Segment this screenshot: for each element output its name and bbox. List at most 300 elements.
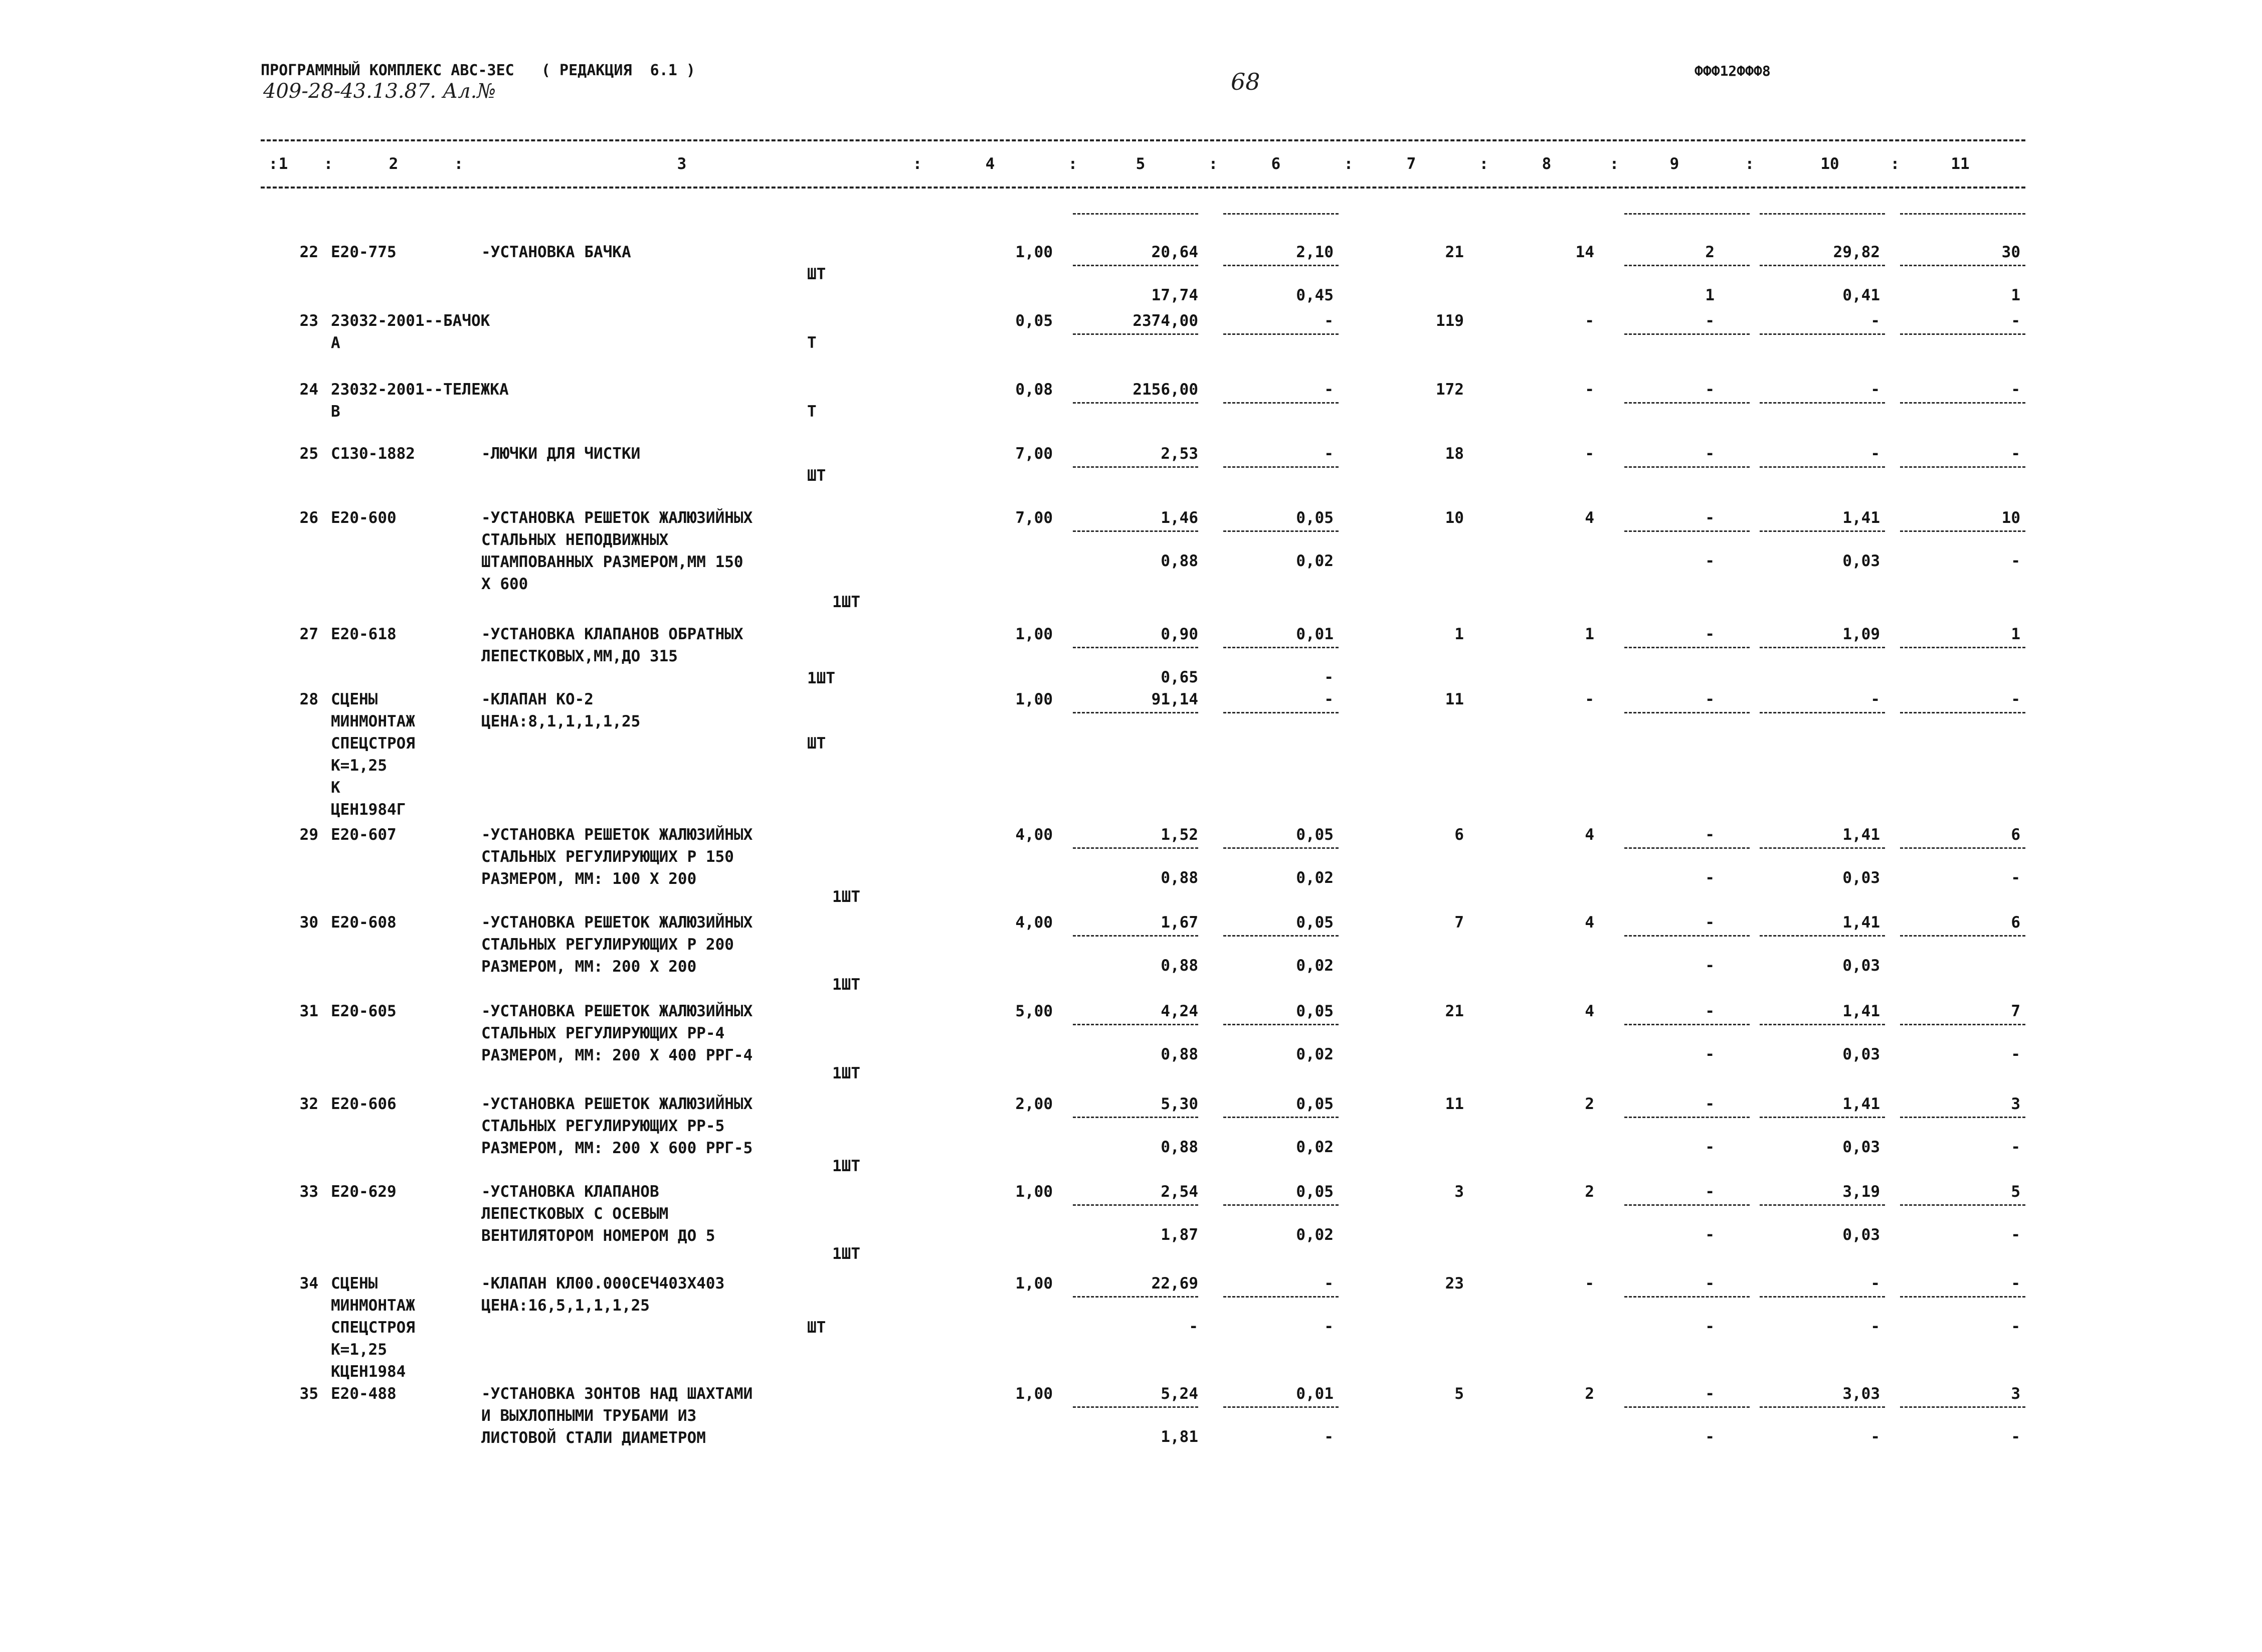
unit-cost-machine-wages: -	[1324, 1428, 1334, 1446]
machines-total: -	[1705, 312, 1715, 330]
cell-divider	[1073, 530, 1198, 532]
labor-machinists-total: -	[2011, 552, 2020, 570]
machines-wages: -	[1705, 1428, 1715, 1446]
cell-divider	[1624, 1117, 1750, 1118]
row-number: 25	[299, 445, 318, 463]
price-code: Е20-605	[331, 1002, 397, 1020]
work-description: -УСТАНОВКА КЛАПАНОВ	[481, 1183, 659, 1201]
cell-divider	[1900, 712, 2025, 713]
cell-divider	[1223, 1117, 1339, 1118]
cell-divider	[1624, 466, 1750, 468]
unit-cost-total: 1,46	[1161, 509, 1198, 527]
wages-total: -	[1585, 690, 1594, 708]
cell-divider	[1073, 1024, 1198, 1025]
labor-unit: 3,03	[1842, 1385, 1880, 1403]
unit-of-measure: ШТ	[807, 1319, 826, 1337]
cell-divider	[1624, 213, 1750, 215]
work-description: ЛЕПЕСТКОВЫХ С ОСЕВЫМ	[481, 1205, 669, 1223]
cell-divider	[1760, 213, 1885, 215]
cell-divider	[1624, 265, 1750, 266]
cell-divider	[1900, 1117, 2025, 1118]
quantity: 1,00	[1015, 243, 1053, 261]
column-separator: :	[912, 155, 922, 173]
price-code: СПЕЦСТРОЯ	[331, 1319, 415, 1337]
cell-divider	[1223, 213, 1339, 215]
price-code: 23032-2001--БАЧОК	[331, 312, 490, 330]
wages-total: 2	[1585, 1183, 1594, 1201]
unit-cost-wages: 0,05	[1296, 1002, 1334, 1020]
row-number: 22	[299, 243, 318, 261]
total-cost: 23	[1445, 1274, 1464, 1293]
row-number: 29	[299, 826, 318, 844]
quantity: 5,00	[1015, 1002, 1053, 1020]
column-separator: :	[323, 155, 333, 173]
cell-divider	[1760, 712, 1885, 713]
unit-cost-total: 4,24	[1161, 1002, 1198, 1020]
work-description: ЛИСТОВОЙ СТАЛИ ДИАМЕТРОМ	[481, 1429, 706, 1447]
labor-unit: -	[1870, 381, 1880, 399]
unit-of-measure: ШТ	[807, 265, 826, 283]
row-number: 30	[299, 913, 318, 932]
cell-divider	[1760, 466, 1885, 468]
labor-total: 3	[2011, 1385, 2020, 1403]
cell-divider	[1624, 333, 1750, 335]
cell-divider	[1073, 935, 1198, 937]
unit-cost-total: 2374,00	[1133, 312, 1198, 330]
column-separator: :	[1609, 155, 1619, 173]
labor-total: 3	[2011, 1095, 2020, 1113]
document-code: ФФФ12ФФФ8	[1694, 63, 1771, 79]
labor-total: 5	[2011, 1183, 2020, 1201]
header-rule-top	[261, 139, 2025, 141]
price-code: А	[331, 334, 340, 352]
price-code: Е20-606	[331, 1095, 397, 1113]
cell-divider	[1760, 1406, 1885, 1408]
cell-divider	[1073, 647, 1198, 648]
unit-cost-machine-wages: 0,02	[1296, 1226, 1334, 1244]
quantity: 0,08	[1015, 381, 1053, 399]
unit-cost-machines: 1,87	[1161, 1226, 1198, 1244]
labor-unit: -	[1870, 690, 1880, 708]
labor-machinists-total: -	[2011, 1226, 2020, 1244]
machines-total: -	[1705, 1385, 1715, 1403]
unit-cost-machines: 1,81	[1161, 1428, 1198, 1446]
column-header-6: 6	[1271, 155, 1281, 173]
price-code: МИНМОНТАЖ	[331, 1297, 415, 1315]
labor-machinists-unit: 0,03	[1842, 869, 1880, 887]
cell-divider	[1624, 1204, 1750, 1206]
work-description: -УСТАНОВКА РЕШЕТОК ЖАЛЮЗИЙНЫХ	[481, 1095, 753, 1113]
cell-divider	[1073, 213, 1198, 215]
work-description: -УСТАНОВКА РЕШЕТОК ЖАЛЮЗИЙНЫХ	[481, 509, 753, 527]
labor-machinists-unit: 0,03	[1842, 1138, 1880, 1156]
cell-divider	[1760, 1117, 1885, 1118]
quantity: 1,00	[1015, 1385, 1053, 1403]
unit-cost-wages: 0,01	[1296, 1385, 1334, 1403]
labor-total: -	[2011, 690, 2020, 708]
cell-divider	[1760, 1296, 1885, 1298]
price-code: Е20-600	[331, 509, 397, 527]
row-number: 26	[299, 509, 318, 527]
quantity: 0,05	[1015, 312, 1053, 330]
price-code: К=1,25	[331, 757, 387, 775]
unit-cost-machine-wages: 0,02	[1296, 552, 1334, 570]
price-code: В	[331, 403, 340, 421]
cell-divider	[1760, 530, 1885, 532]
cell-divider	[1073, 1406, 1198, 1408]
column-separator: :	[454, 155, 464, 173]
total-cost: 10	[1445, 509, 1464, 527]
column-header-1: 1	[278, 155, 288, 173]
column-separator: :	[1208, 155, 1218, 173]
labor-unit: 1,41	[1842, 913, 1880, 932]
cell-divider	[1073, 265, 1198, 266]
price-code: СЦЕНЫ	[331, 1274, 378, 1293]
total-cost: 172	[1436, 381, 1464, 399]
labor-unit: 1,41	[1842, 509, 1880, 527]
cell-divider	[1223, 847, 1339, 849]
machines-wages: -	[1705, 1045, 1715, 1063]
cell-divider	[1223, 530, 1339, 532]
wages-total: 2	[1585, 1095, 1594, 1113]
labor-machinists-total: -	[2011, 1138, 2020, 1156]
cell-divider	[1760, 1024, 1885, 1025]
work-description: -КЛАПАН КЛ00.000СЕЧ403Х403	[481, 1274, 725, 1293]
machines-wages: -	[1705, 1318, 1715, 1336]
cell-divider	[1223, 1296, 1339, 1298]
cell-divider	[1073, 333, 1198, 335]
price-code: Е20-775	[331, 243, 397, 261]
labor-total: 10	[2001, 509, 2020, 527]
unit-cost-machine-wages: 0,02	[1296, 1138, 1334, 1156]
work-description: -ЛЮЧКИ ДЛЯ ЧИСТКИ	[481, 445, 641, 463]
unit-of-measure: 1ШТ	[832, 593, 860, 611]
labor-unit: -	[1870, 1274, 1880, 1293]
handwritten-reference: 409-28-43.13.87. Ал.№	[263, 80, 496, 103]
cell-divider	[1624, 847, 1750, 849]
unit-cost-wages: 2,10	[1296, 243, 1334, 261]
program-header: ПРОГРАММНЫЙ КОМПЛЕКС АВС-3ЕС ( РЕДАКЦИЯ 6.1 )	[261, 62, 695, 79]
column-header-10: 10	[1820, 155, 1839, 173]
unit-cost-machines: 0,88	[1161, 957, 1198, 975]
work-description: СТАЛЬНЫХ РЕГУЛИРУЮЩИХ Р 200	[481, 936, 734, 954]
unit-cost-machine-wages: -	[1324, 1318, 1334, 1336]
wages-total: -	[1585, 381, 1594, 399]
price-code: Е20-488	[331, 1385, 397, 1403]
row-number: 24	[299, 381, 318, 399]
unit-of-measure: 1ШТ	[832, 1157, 860, 1175]
cell-divider	[1624, 1024, 1750, 1025]
column-header-7: 7	[1406, 155, 1416, 173]
machines-total: -	[1705, 381, 1715, 399]
price-code: СПЕЦСТРОЯ	[331, 735, 415, 753]
machines-total: -	[1705, 1274, 1715, 1293]
labor-machinists-total: -	[2011, 1318, 2020, 1336]
unit-cost-machine-wages: -	[1324, 668, 1334, 686]
labor-machinists-unit: -	[1870, 1428, 1880, 1446]
column-header-4: 4	[985, 155, 995, 173]
unit-cost-total: 91,14	[1151, 690, 1198, 708]
total-cost: 21	[1445, 243, 1464, 261]
cell-divider	[1900, 265, 2025, 266]
machines-total: -	[1705, 625, 1715, 643]
price-code: Е20-618	[331, 625, 397, 643]
wages-total: 4	[1585, 1002, 1594, 1020]
labor-machinists-unit: 0,41	[1842, 286, 1880, 304]
labor-total: -	[2011, 381, 2020, 399]
machines-total: -	[1705, 509, 1715, 527]
work-description: -УСТАНОВКА КЛАПАНОВ ОБРАТНЫХ	[481, 625, 743, 643]
work-description: РАЗМЕРОМ, ММ: 200 Х 400 РРГ-4	[481, 1046, 753, 1064]
work-description: -УСТАНОВКА РЕШЕТОК ЖАЛЮЗИЙНЫХ	[481, 913, 753, 932]
quantity: 4,00	[1015, 913, 1053, 932]
cell-divider	[1073, 847, 1198, 849]
price-code: Е20-629	[331, 1183, 397, 1201]
wages-total: 14	[1575, 243, 1594, 261]
labor-machinists-total: -	[2011, 1428, 2020, 1446]
price-code: С130-1882	[331, 445, 415, 463]
wages-total: -	[1585, 1274, 1594, 1293]
unit-cost-wages: -	[1324, 690, 1334, 708]
total-cost: 21	[1445, 1002, 1464, 1020]
header-rule-bottom	[261, 187, 2025, 189]
unit-cost-total: 5,24	[1161, 1385, 1198, 1403]
price-code: СЦЕНЫ	[331, 690, 378, 708]
quantity: 1,00	[1015, 1274, 1053, 1293]
cell-divider	[1900, 333, 2025, 335]
cell-divider	[1760, 847, 1885, 849]
cell-divider	[1073, 466, 1198, 468]
machines-total: -	[1705, 690, 1715, 708]
cell-divider	[1900, 1024, 2025, 1025]
column-header-11: 11	[1951, 155, 1970, 173]
cell-divider	[1223, 402, 1339, 404]
labor-machinists-total: 1	[2011, 286, 2020, 304]
row-number: 34	[299, 1274, 318, 1293]
work-description: СТАЛЬНЫХ РЕГУЛИРУЮЩИХ Р 150	[481, 848, 734, 866]
unit-cost-total: 1,52	[1161, 826, 1198, 844]
total-cost: 5	[1454, 1385, 1464, 1403]
unit-cost-wages: -	[1324, 445, 1334, 463]
cell-divider	[1073, 1296, 1198, 1298]
work-description: ШТАМПОВАННЫХ РАЗМЕРОМ,ММ 150	[481, 553, 743, 571]
wages-total: 4	[1585, 826, 1594, 844]
labor-total: 7	[2011, 1002, 2020, 1020]
labor-total: -	[2011, 445, 2020, 463]
total-cost: 3	[1454, 1183, 1464, 1201]
cell-divider	[1760, 265, 1885, 266]
unit-cost-machine-wages: 0,02	[1296, 869, 1334, 887]
total-cost: 11	[1445, 690, 1464, 708]
unit-of-measure: Т	[807, 334, 817, 352]
cell-divider	[1223, 333, 1339, 335]
total-cost: 6	[1454, 826, 1464, 844]
unit-cost-total: 2,53	[1161, 445, 1198, 463]
cell-divider	[1073, 402, 1198, 404]
quantity: 1,00	[1015, 625, 1053, 643]
unit-cost-machine-wages: 0,02	[1296, 957, 1334, 975]
machines-total: -	[1705, 1183, 1715, 1201]
cell-divider	[1223, 647, 1339, 648]
row-number: 35	[299, 1385, 318, 1403]
cell-divider	[1760, 402, 1885, 404]
page-number: 68	[1231, 68, 1260, 95]
cell-divider	[1900, 530, 2025, 532]
column-header-9: 9	[1669, 155, 1679, 173]
labor-total: 30	[2001, 243, 2020, 261]
column-header-3: 3	[677, 155, 687, 173]
machines-wages: -	[1705, 1138, 1715, 1156]
column-separator: :	[1890, 155, 1900, 173]
unit-cost-wages: 0,01	[1296, 625, 1334, 643]
cell-divider	[1900, 935, 2025, 937]
column-separator: :	[268, 155, 278, 173]
work-description: РАЗМЕРОМ, ММ: 200 Х 600 РРГ-5	[481, 1139, 753, 1157]
column-separator: :	[1068, 155, 1078, 173]
unit-cost-wages: 0,05	[1296, 1095, 1334, 1113]
unit-cost-wages: 0,05	[1296, 826, 1334, 844]
labor-machinists-unit: 0,03	[1842, 552, 1880, 570]
work-description: ЛЕПЕСТКОВЫХ,ММ,ДО 315	[481, 647, 678, 665]
labor-unit: 1,41	[1842, 826, 1880, 844]
cell-divider	[1900, 847, 2025, 849]
cell-divider	[1900, 466, 2025, 468]
labor-machinists-unit: -	[1870, 1318, 1880, 1336]
unit-of-measure: ШТ	[807, 735, 826, 753]
unit-cost-total: 5,30	[1161, 1095, 1198, 1113]
labor-unit: -	[1870, 312, 1880, 330]
wages-total: 4	[1585, 509, 1594, 527]
quantity: 2,00	[1015, 1095, 1053, 1113]
cell-divider	[1223, 466, 1339, 468]
labor-total: -	[2011, 312, 2020, 330]
unit-of-measure: 1ШТ	[832, 888, 860, 906]
cell-divider	[1073, 712, 1198, 713]
work-description: ВЕНТИЛЯТОРОМ НОМЕРОМ ДО 5	[481, 1227, 715, 1245]
unit-cost-wages: 0,05	[1296, 1183, 1334, 1201]
cell-divider	[1624, 1406, 1750, 1408]
price-code: Е20-608	[331, 913, 397, 932]
work-description: -УСТАНОВКА ЗОНТОВ НАД ШАХТАМИ	[481, 1385, 753, 1403]
column-header-8: 8	[1542, 155, 1552, 173]
machines-wages: -	[1705, 1226, 1715, 1244]
unit-of-measure: ШТ	[807, 467, 826, 485]
cell-divider	[1223, 1204, 1339, 1206]
quantity: 4,00	[1015, 826, 1053, 844]
cell-divider	[1223, 1024, 1339, 1025]
total-cost: 18	[1445, 445, 1464, 463]
machines-wages: -	[1705, 957, 1715, 975]
cell-divider	[1900, 213, 2025, 215]
cell-divider	[1073, 1117, 1198, 1118]
unit-of-measure: 1ШТ	[832, 976, 860, 994]
cell-divider	[1624, 530, 1750, 532]
price-code: ЦЕН1984Г	[331, 801, 406, 819]
cell-divider	[1900, 647, 2025, 648]
wages-total: -	[1585, 445, 1594, 463]
labor-total: 6	[2011, 913, 2020, 932]
cell-divider	[1073, 1204, 1198, 1206]
work-description: СТАЛЬНЫХ НЕПОДВИЖНЫХ	[481, 531, 669, 549]
work-description: -УСТАНОВКА РЕШЕТОК ЖАЛЮЗИЙНЫХ	[481, 826, 753, 844]
unit-cost-wages: -	[1324, 312, 1334, 330]
row-number: 27	[299, 625, 318, 643]
total-cost: 119	[1436, 312, 1464, 330]
cell-divider	[1760, 1204, 1885, 1206]
cell-divider	[1760, 935, 1885, 937]
work-description: -УСТАНОВКА РЕШЕТОК ЖАЛЮЗИЙНЫХ	[481, 1002, 753, 1020]
cell-divider	[1223, 935, 1339, 937]
cell-divider	[1624, 935, 1750, 937]
quantity: 7,00	[1015, 445, 1053, 463]
work-description: -УСТАНОВКА БАЧКА	[481, 243, 631, 261]
price-code: КЦЕН1984	[331, 1363, 406, 1381]
machines-total: -	[1705, 913, 1715, 932]
unit-cost-machine-wages: 0,02	[1296, 1045, 1334, 1063]
cell-divider	[1760, 647, 1885, 648]
machines-total: -	[1705, 445, 1715, 463]
work-description: СТАЛЬНЫХ РЕГУЛИРУЮЩИХ РР-5	[481, 1117, 725, 1135]
cell-divider	[1223, 265, 1339, 266]
cell-divider	[1223, 1406, 1339, 1408]
cell-divider	[1624, 647, 1750, 648]
machines-total: -	[1705, 1095, 1715, 1113]
quantity: 1,00	[1015, 690, 1053, 708]
cell-divider	[1760, 333, 1885, 335]
column-header-2: 2	[389, 155, 399, 173]
price-code: К	[331, 779, 340, 797]
machines-total: -	[1705, 826, 1715, 844]
wages-total: 2	[1585, 1385, 1594, 1403]
labor-unit: 3,19	[1842, 1183, 1880, 1201]
work-description: ЦЕНА:16,5,1,1,1,25	[481, 1297, 650, 1315]
unit-of-measure: Т	[807, 403, 817, 421]
unit-cost-total: 2,54	[1161, 1183, 1198, 1201]
row-number: 28	[299, 690, 318, 708]
labor-total: -	[2011, 1274, 2020, 1293]
cell-divider	[1624, 1296, 1750, 1298]
unit-cost-total: 20,64	[1151, 243, 1198, 261]
wages-total: -	[1585, 312, 1594, 330]
row-number: 23	[299, 312, 318, 330]
total-cost: 1	[1454, 625, 1464, 643]
price-code: Е20-607	[331, 826, 397, 844]
cell-divider	[1900, 402, 2025, 404]
unit-cost-machines: 0,65	[1161, 668, 1198, 686]
quantity: 1,00	[1015, 1183, 1053, 1201]
wages-total: 4	[1585, 913, 1594, 932]
unit-cost-total: 22,69	[1151, 1274, 1198, 1293]
work-description: СТАЛЬНЫХ РЕГУЛИРУЮЩИХ РР-4	[481, 1024, 725, 1042]
carryover-value: 17,74	[1151, 286, 1198, 304]
total-cost: 11	[1445, 1095, 1464, 1113]
work-description: ЦЕНА:8,1,1,1,1,25	[481, 712, 641, 730]
cell-divider	[1900, 1406, 2025, 1408]
row-number: 32	[299, 1095, 318, 1113]
labor-machinists-unit: 0,03	[1842, 1226, 1880, 1244]
wages-total: 1	[1585, 625, 1594, 643]
unit-cost-machines: 0,88	[1161, 1138, 1198, 1156]
labor-machinists-total: -	[2011, 1045, 2020, 1063]
labor-machinists-unit: 0,03	[1842, 1045, 1880, 1063]
unit-of-measure: 1ШТ	[807, 669, 835, 687]
row-number: 33	[299, 1183, 318, 1201]
price-code: К=1,25	[331, 1341, 387, 1359]
labor-unit: 1,41	[1842, 1002, 1880, 1020]
labor-unit: 1,41	[1842, 1095, 1880, 1113]
quantity: 7,00	[1015, 509, 1053, 527]
work-description: РАЗМЕРОМ, ММ: 200 Х 200	[481, 958, 697, 976]
